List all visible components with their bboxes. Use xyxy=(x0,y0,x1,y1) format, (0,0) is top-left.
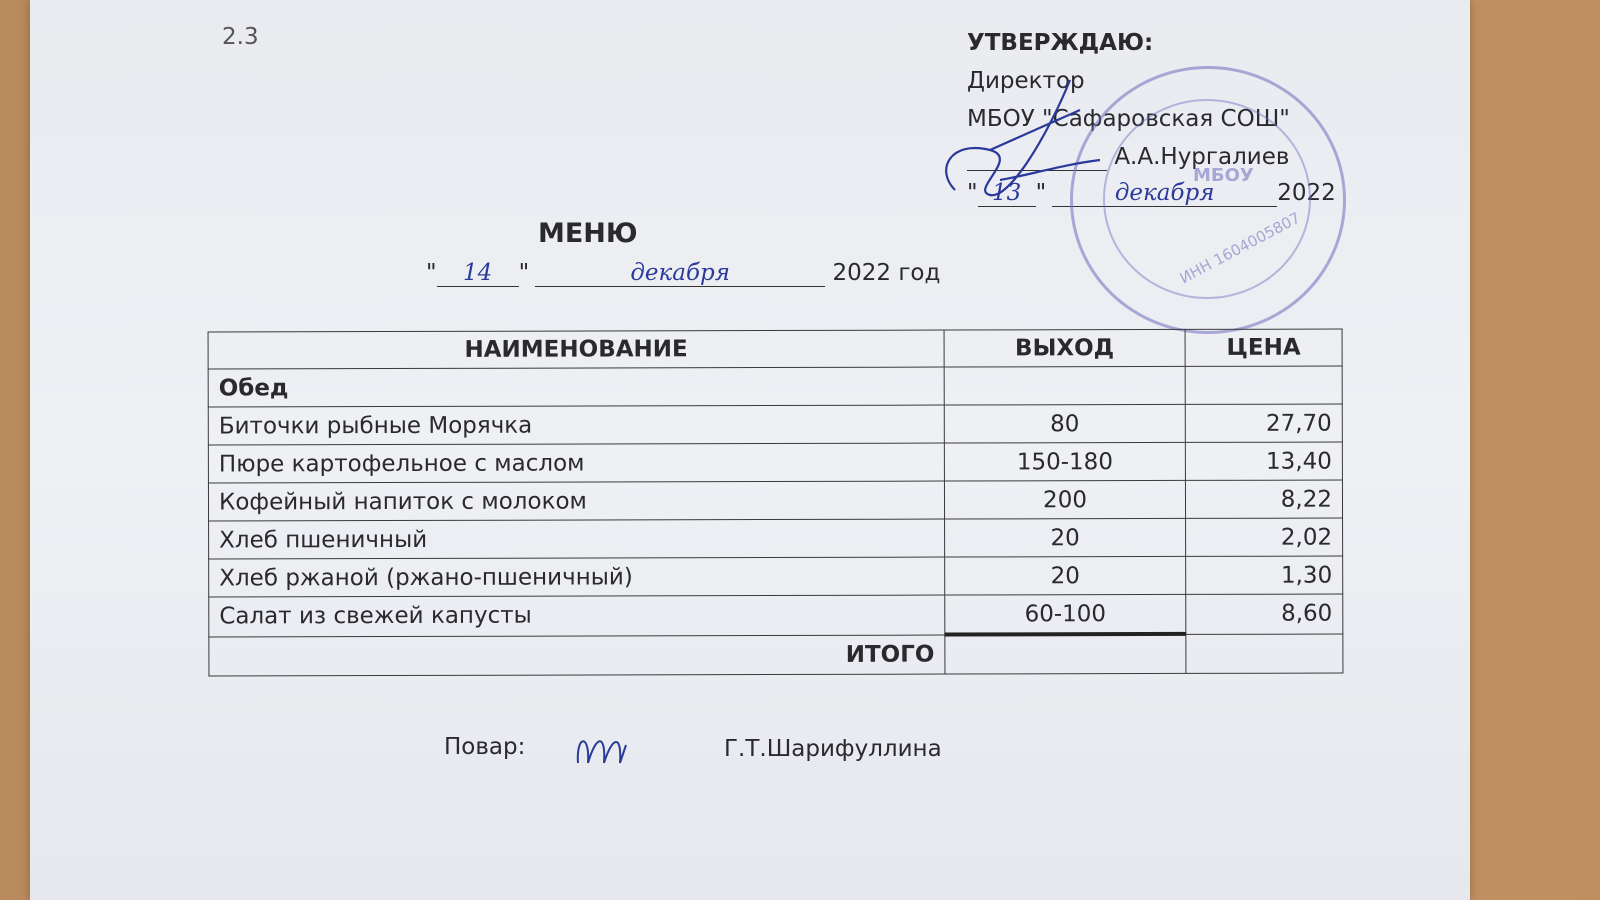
menu-title: МЕНЮ xyxy=(538,218,638,249)
header-name: НАИМЕНОВАНИЕ xyxy=(208,330,944,369)
director-name: А.А.Нургалиев xyxy=(1114,144,1290,170)
table-row xyxy=(209,594,1343,636)
dish-price: 27,70 xyxy=(1185,404,1342,442)
director-signature xyxy=(930,70,1110,210)
table-row xyxy=(209,518,1343,559)
section-number: 2.3 xyxy=(222,24,259,50)
menu-day: 14 xyxy=(437,260,519,287)
table-row xyxy=(209,556,1343,597)
section-row xyxy=(208,366,1342,407)
approval-year: 2022 xyxy=(1277,180,1336,206)
total-price xyxy=(1186,634,1343,674)
menu-year: 2022 год xyxy=(832,260,941,286)
cook-label: Повар: xyxy=(444,734,526,760)
table-row xyxy=(208,404,1342,445)
menu-month: декабря xyxy=(535,260,825,287)
official-stamp xyxy=(1070,66,1346,334)
dish-price: 1,30 xyxy=(1186,556,1343,594)
total-yield xyxy=(945,634,1186,674)
menu-table xyxy=(208,329,1344,677)
dish-yield: 200 xyxy=(944,480,1185,519)
approval-organization: МБОУ "Сафаровская СОШ" xyxy=(967,106,1290,132)
table-row xyxy=(208,442,1342,483)
approval-day: 13 xyxy=(978,180,1036,207)
dish-name: Пюре картофельное с маслом xyxy=(208,443,944,483)
dish-name: Хлеб пшеничный xyxy=(209,519,945,559)
approval-date: " 13 " декабря 2022 xyxy=(967,180,1336,206)
total-label: ИТОГО xyxy=(209,635,945,676)
section-label: Обед xyxy=(208,367,944,407)
header-yield: ВЫХОД xyxy=(944,329,1185,367)
menu-date: " 14 " декабря 2022 год xyxy=(426,260,941,286)
dish-yield: 150-180 xyxy=(944,442,1185,481)
dish-price: 8,22 xyxy=(1185,480,1342,518)
approval-title: УТВЕРЖДАЮ: xyxy=(967,30,1154,56)
dish-yield: 20 xyxy=(945,556,1186,595)
dish-name: Салат из свежей капусты xyxy=(209,595,945,636)
approval-month: декабря xyxy=(1052,180,1277,207)
table-row xyxy=(208,480,1342,521)
document-page xyxy=(30,0,1470,900)
cook-signature xyxy=(570,715,650,775)
dish-yield: 20 xyxy=(945,518,1186,557)
dish-price: 2,02 xyxy=(1186,518,1343,556)
dish-yield: 60-100 xyxy=(945,594,1186,634)
header-price: ЦЕНА xyxy=(1185,329,1342,366)
table-header-row xyxy=(208,329,1342,369)
dish-name: Кофейный напиток с молоком xyxy=(208,481,944,521)
stamp-short-name: МБОУ xyxy=(1193,165,1254,186)
dish-yield: 80 xyxy=(944,404,1185,443)
dish-name: Хлеб ржаной (ржано-пшеничный) xyxy=(209,557,945,597)
cook-name: Г.Т.Шарифуллина xyxy=(724,736,942,762)
dish-price: 8,60 xyxy=(1186,594,1343,634)
stamp-inn: ИНН 1604005807 xyxy=(1176,208,1304,288)
total-row xyxy=(209,634,1343,676)
dish-name: Биточки рыбные Морячка xyxy=(208,405,944,445)
approval-position: Директор xyxy=(967,68,1085,94)
dish-price: 13,40 xyxy=(1185,442,1342,480)
